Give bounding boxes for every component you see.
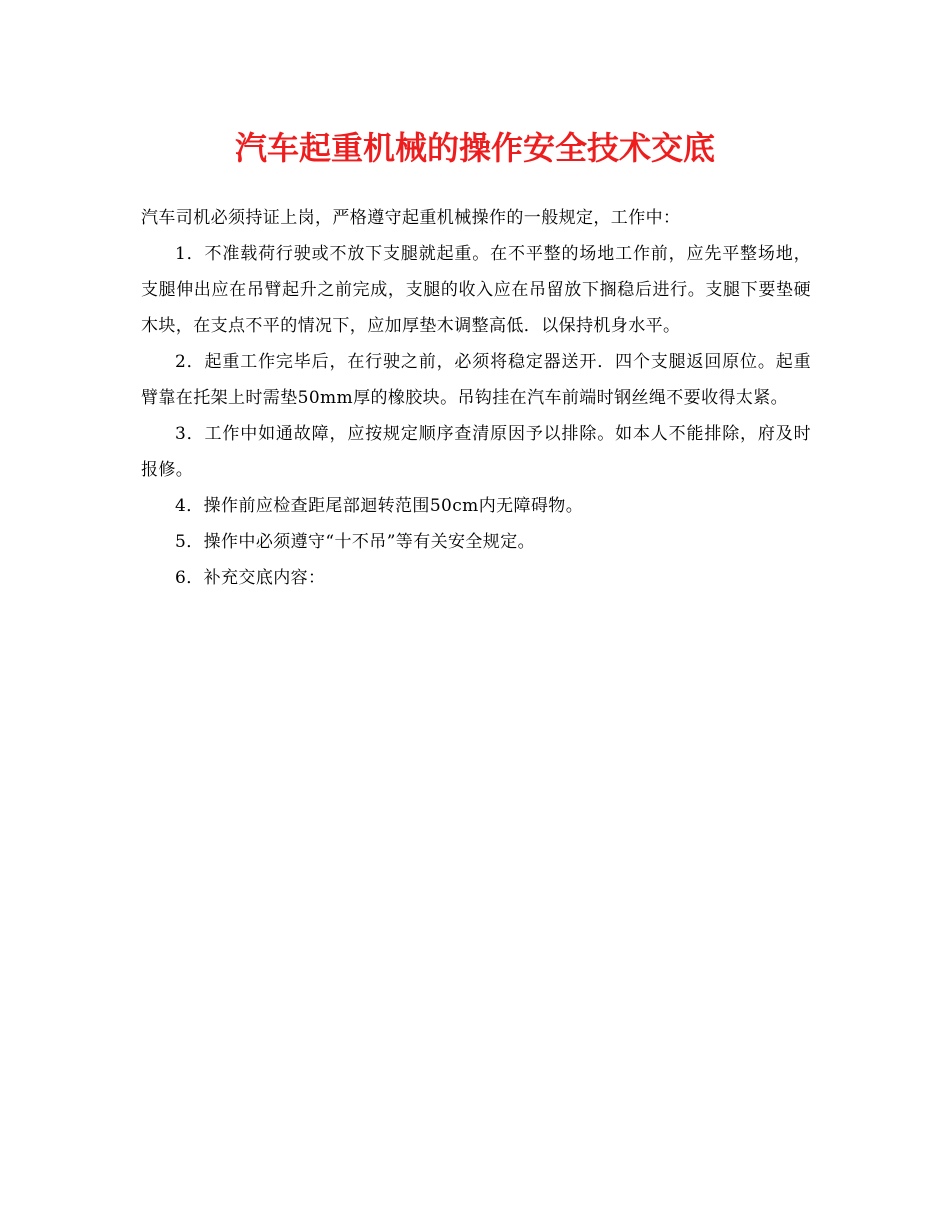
list-item: 3．工作中如通故障，应按规定顺序查清原因予以排除。如本人不能排除，府及时报修。 [141,424,811,480]
intro-paragraph: 汽车司机必须持证上岗，严格遵守起重机械操作的一般规定，工作中： [141,208,681,228]
list-item: 6．补充交底内容： [175,568,326,588]
document-body [141,200,811,596]
list-item: 5．操作中必须遵守“十不吊”等有关安全规定。 [175,532,535,552]
list-item: 1．不准载荷行驶或不放下支腿就起重。在不平整的场地工作前，应先平整场地，支腿伸出应在吊臂起升之前完成，支腿的收入应在吊留放下搁稳后进行。支腿下要垫硬木块，在支点不平的情况下，应加厚垫木调整高低．以保持机身水平。 [141,244,811,336]
list-item: 2．起重工作完毕后，在行驶之前，必须将稳定器送开．四个支腿返回原位。起重臂靠在托架上时需垫50mm厚的橡胶块。吊钩挂在汽车前端时钢丝绳不要收得太紧。 [141,352,811,408]
document-title: 汽车起重机械的操作安全技术交底 [234,129,715,167]
list-item: 4．操作前应检查距尾部迴转范围50cm内无障碍物。 [175,496,584,516]
